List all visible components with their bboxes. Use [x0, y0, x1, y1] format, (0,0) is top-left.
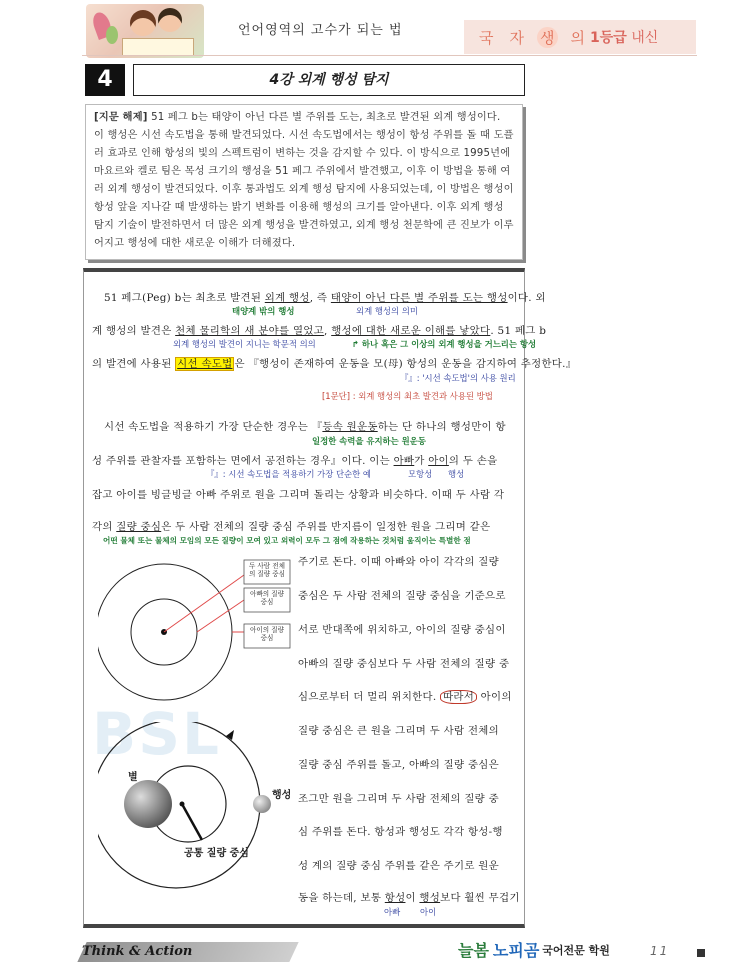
watermark-logo: BSL [92, 700, 221, 768]
annotation-blue: 아빠 [384, 907, 401, 917]
label-common-mass-center: 공통 질량 중심 [184, 848, 249, 859]
logo-text-secondary: 노피곰 [492, 941, 540, 960]
annotation-blue: 행성 [448, 469, 465, 479]
passage-line: 중심은 두 사람 전체의 질량 중심을 기준으로 [298, 590, 506, 602]
passage-line: 성 주위를 관찰자를 포함하는 면에서 공전하는 경우』이다. 이는 아빠가 아이의 두 손을 [92, 455, 498, 467]
passage-line: 동을 하는데, 보통 항성이 행성보다 훨씬 무겁기 [298, 892, 520, 904]
pointer-line [197, 600, 244, 632]
planet-orbit-circle [98, 722, 260, 888]
passage-line: 서로 반대쪽에 위치하고, 아이의 질량 중심이 [298, 624, 506, 636]
passage-line: 조그만 원을 그리며 두 사람 전체의 질량 중 [298, 793, 499, 805]
header-motto: 언어영역의 고수가 되는 법 [238, 23, 403, 38]
commentary-line: 러 효과로 인해 항성의 빛의 스펙트럼이 변하는 것을 감지할 수 있다. 이 방식으로 1995년에 [94, 148, 511, 159]
lecture-title-box [133, 64, 525, 96]
passage-line: 질량 중심 주위를 돌고, 아빠의 질량 중심은 [298, 759, 499, 771]
passage-line: 성 계의 질량 중심 주위를 같은 주기로 원운 [298, 860, 499, 872]
commentary-box [85, 104, 523, 260]
highlight-term: 시선 속도법 [177, 358, 233, 370]
passage-line: 주기로 돈다. 이때 아빠와 아이 각각의 질량 [298, 556, 499, 568]
label-star: 별 [128, 772, 138, 783]
annotation-blue: 『』: '시선 속도법'의 사용 원리 [400, 373, 516, 383]
center-pointer [182, 804, 202, 840]
annotation-green: ↱ 하나 혹은 그 이상의 외계 행성을 거느리는 항성 [352, 339, 537, 349]
passage-line: 심으로부터 더 멀리 위치한다. 따라서 아이의 [298, 691, 512, 703]
annotation-blue: 외계 행성의 의미 [356, 306, 418, 316]
header-illustration [86, 4, 204, 58]
passage-line: 심 주위를 돈다. 항성과 행성도 각각 항성-행 [298, 826, 503, 838]
footer-logo [458, 938, 610, 961]
brand-char: 자 [509, 29, 524, 47]
connective-mark: 따라서 [440, 690, 477, 704]
brand-char: 국 [479, 29, 494, 47]
passage-line: 51 페그(Peg) b는 최초로 발견된 외계 행성, 즉 태양이 아닌 다른 별 주위를 도는 행성이다. 외 [104, 292, 546, 304]
pointer-line [164, 575, 244, 632]
orbit-direction-arrow [226, 730, 234, 740]
annotation-green: 어떤 물체 또는 물체의 모임의 모든 질량이 모여 있고 외력이 모두 그 점에 작용하는 것처럼 움직이는 특별한 점 [103, 536, 471, 545]
page-marker [697, 949, 705, 957]
passage-line: 잡고 아이를 빙글빙글 아빠 주위로 원을 그리며 돌리는 상황과 비슷하다. 이때 두 사람 각 [92, 489, 505, 501]
label-planet: 행성 [272, 790, 292, 801]
annotation-blue: 모항성 [408, 469, 433, 479]
page-number: 11 [650, 944, 670, 958]
commentary-line: 이 행성은 시선 속도법을 통해 발견되었다. 시선 속도법에서는 행성이 항성 주위를 돌 때 도플 [94, 130, 514, 141]
commentary-label: [지문 해제] [94, 112, 148, 123]
star-planet-orbit-diagram [98, 722, 298, 892]
annotation-green: 일정한 속력을 유지하는 원운동 [312, 436, 426, 446]
annotation-blue: 『』: 시선 속도법을 적용하기 가장 단순한 예 [206, 469, 371, 479]
star-body [124, 780, 172, 828]
commentary-line: 항성 앞을 지나갈 때 발생하는 밝기 변화를 이용해 행성의 크기를 알아낸다. 이후 외계 행성 [94, 202, 504, 213]
commentary-line: 마요르와 켈로 팀은 목성 크기의 행성을 51 페그 주위에서 발견했고, 이후 이 방법을 통해 여 [94, 166, 511, 177]
commentary-line: 어지고 행성에 대한 새로운 이해가 더해졌다. [94, 238, 296, 249]
lecture-number: 4 [85, 64, 125, 96]
footer-slogan: Think & Action [82, 944, 193, 959]
passage-line: 각의 질량 중심은 두 사람 전체의 질량 중심 주위를 반지름이 일정한 원을 그리며 같은 [92, 521, 491, 533]
passage-line: 시선 속도법을 적용하기 가장 단순한 경우는 『등속 원운동하는 단 하나의 행성만이 항 [104, 421, 506, 433]
passage-line: 질량 중심은 큰 원을 그리며 두 사람 전체의 [298, 725, 499, 737]
brand-char: 의 [570, 29, 585, 47]
label-kid-mass-center: 아이의 질량 중심 [250, 626, 284, 642]
logo-academy-name: 국어전문 학원 [542, 943, 610, 957]
logo-text-primary: 늘봄 [458, 941, 489, 960]
annotation-blue: 아이 [420, 907, 437, 917]
passage-line: 계 행성의 발견은 천체 물리학의 새 분야를 열었고, 행성에 대한 새로운 이해를 낳았다. 51 페그 b [92, 325, 547, 337]
commentary-line: [지문 해제] 51 페그 b는 태양이 아닌 다른 별 주위를 도는, 최초로 발견된 외계 행성이다. [94, 112, 501, 123]
header-brand [464, 20, 696, 54]
header-divider [82, 55, 697, 56]
annotation-green: 태양계 밖의 행성 [232, 306, 295, 316]
brand-char: 생 [537, 27, 558, 48]
lecture-title: 4강 외계 행성 탐지 [269, 72, 389, 88]
commentary-line: 탐지 기술이 발전하면서 더 많은 외계 행성을 발견하였고, 외계 행성 천문학에 큰 진보가 이루 [94, 220, 514, 231]
commentary-line: 러 외계 행성이 발견되었다. 이후 통과법도 외계 행성 탐지에 사용되었는데, 이 방법은 행성이 [94, 184, 514, 195]
passage-line: 의 발견에 사용된 시선 속도법 은 『행성이 존재하여 운동을 모(母) 항성의 운동을 감지하여 추정한다.』 [92, 358, 577, 370]
annotation-blue: 외계 행성의 발견이 지니는 학문적 의의 [173, 339, 316, 349]
passage-line: 아빠의 질량 중심보다 두 사람 전체의 질량 중 [298, 658, 510, 670]
label-total-mass-center: 두 사람 전체의 질량 중심 [248, 562, 286, 578]
label-dad-mass-center: 아빠의 질량 중심 [250, 590, 284, 606]
paragraph-summary: [1문단] : 외계 행성의 최초 발견과 사용된 방법 [322, 391, 493, 401]
planet-body [253, 795, 271, 813]
brand-grade: 1등급 내신 [590, 30, 659, 46]
